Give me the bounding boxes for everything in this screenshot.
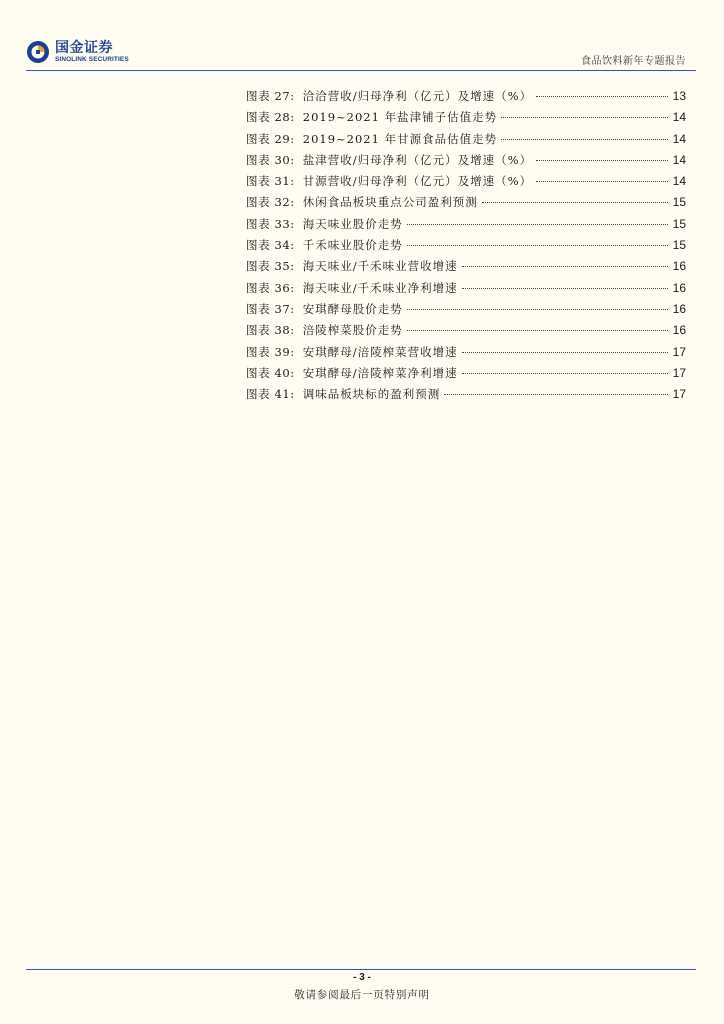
toc-entry[interactable] <box>246 342 686 363</box>
toc-entry-title: 千禾味业股价走势 <box>302 238 403 253</box>
company-logo <box>26 40 129 64</box>
toc-entry-title: 2019~2021 年盐津铺子估值走势 <box>302 110 498 125</box>
toc-entry-title: 甘源营收/归母净利（亿元）及增速（%） <box>302 174 533 189</box>
toc-entry-label: 图表 37: <box>246 301 295 316</box>
toc-entry[interactable] <box>246 171 686 192</box>
toc-leader-dots <box>501 117 668 118</box>
toc-entry-label: 图表 33: <box>246 216 295 231</box>
toc-entry-page: 17 <box>672 344 686 359</box>
toc-entry-page: 13 <box>672 89 686 103</box>
toc-leader-dots <box>482 202 668 203</box>
toc-entry-title: 涪陵榨菜股价走势 <box>302 323 403 338</box>
toc-entry[interactable] <box>246 299 686 320</box>
toc-entry-label: 图表 32: <box>246 195 295 210</box>
toc-entry-title: 海天味业股价走势 <box>302 216 403 231</box>
toc-entry-page: 14 <box>672 110 686 125</box>
toc-leader-dots <box>462 266 668 267</box>
toc-entry-page: 15 <box>672 195 686 210</box>
header-divider <box>26 70 696 71</box>
toc-entry-title: 洽洽营收/归母净利（亿元）及增速（%） <box>302 89 533 103</box>
toc-leader-dots <box>462 373 668 374</box>
toc-entry-page: 16 <box>672 259 686 274</box>
toc-entry-label: 图表 36: <box>246 280 295 295</box>
toc-entry-label: 图表 31: <box>246 174 295 189</box>
toc-leader-dots <box>462 288 668 289</box>
toc-entry-label: 图表 34: <box>246 238 295 253</box>
toc-entry[interactable] <box>246 129 686 150</box>
toc-leader-dots <box>536 96 668 97</box>
toc-entry-title: 休闲食品板块重点公司盈利预测 <box>302 195 478 210</box>
toc-entry-title: 安琪酵母/涪陵榨菜营收增速 <box>302 344 458 359</box>
toc-entry-title: 海天味业/千禾味业净利增速 <box>302 280 458 295</box>
toc-entry[interactable] <box>246 256 686 277</box>
toc-entry-page: 16 <box>672 301 686 316</box>
toc-leader-dots <box>444 394 668 395</box>
toc-entry-page: 14 <box>672 152 686 167</box>
toc-entry-page: 15 <box>672 238 686 253</box>
page-number: - 3 - <box>353 972 371 983</box>
toc-entry-page: 17 <box>672 387 686 402</box>
toc-leader-dots <box>536 160 668 161</box>
toc-entry[interactable] <box>246 384 686 405</box>
toc-entry[interactable] <box>246 363 686 384</box>
toc-entry-page: 14 <box>672 131 686 146</box>
toc-entry-title: 调味品板块标的盈利预测 <box>302 387 441 402</box>
toc-entry-label: 图表 28: <box>246 110 295 125</box>
toc-entry-page: 15 <box>672 216 686 231</box>
toc-entry-label: 图表 27: <box>246 89 295 103</box>
logo-english-name: SINOLINK SECURITIES <box>55 55 129 63</box>
toc-entry-title: 安琪酵母股价走势 <box>302 301 403 316</box>
toc-entry-label: 图表 41: <box>246 387 295 402</box>
toc-entry-label: 图表 38: <box>246 323 295 338</box>
toc-entry-label: 图表 30: <box>246 152 295 167</box>
toc-leader-dots <box>407 245 668 246</box>
toc-leader-dots <box>536 181 668 182</box>
toc-entry[interactable] <box>246 214 686 235</box>
toc-entry-title: 盐津营收/归母净利（亿元）及增速（%） <box>302 152 533 167</box>
toc-entry-title: 安琪酵母/涪陵榨菜净利增速 <box>302 365 458 380</box>
report-title: 食品饮料新年专题报告 <box>581 56 686 67</box>
figure-table-of-contents <box>246 86 686 405</box>
toc-entry[interactable] <box>246 107 686 128</box>
disclaimer-note: 敬请参阅最后一页特别声明 <box>294 989 430 1001</box>
toc-leader-dots <box>407 309 668 310</box>
toc-entry-label: 图表 39: <box>246 344 295 359</box>
toc-entry-label: 图表 35: <box>246 259 295 274</box>
toc-entry-page: 14 <box>672 174 686 189</box>
toc-leader-dots <box>462 352 668 353</box>
toc-entry-label: 图表 29: <box>246 131 295 146</box>
toc-entry[interactable] <box>246 278 686 299</box>
toc-entry[interactable] <box>246 320 686 341</box>
toc-entry[interactable] <box>246 192 686 213</box>
toc-entry-page: 17 <box>672 365 686 380</box>
toc-entry[interactable] <box>246 235 686 256</box>
toc-leader-dots <box>501 139 668 140</box>
toc-entry-label: 图表 40: <box>246 365 295 380</box>
toc-entry-page: 16 <box>672 280 686 295</box>
footer-divider <box>26 969 696 970</box>
toc-entry[interactable] <box>246 150 686 171</box>
toc-leader-dots <box>407 224 668 225</box>
toc-entry-title: 海天味业/千禾味业营收增速 <box>302 259 458 274</box>
toc-leader-dots <box>407 330 668 331</box>
toc-entry-page: 16 <box>672 323 686 338</box>
sinolink-logo-icon <box>26 40 50 64</box>
logo-chinese-name: 国金证券 <box>55 39 113 56</box>
toc-entry[interactable] <box>246 86 686 107</box>
toc-entry-title: 2019~2021 年甘源食品估值走势 <box>302 131 498 146</box>
page-header <box>26 36 696 68</box>
